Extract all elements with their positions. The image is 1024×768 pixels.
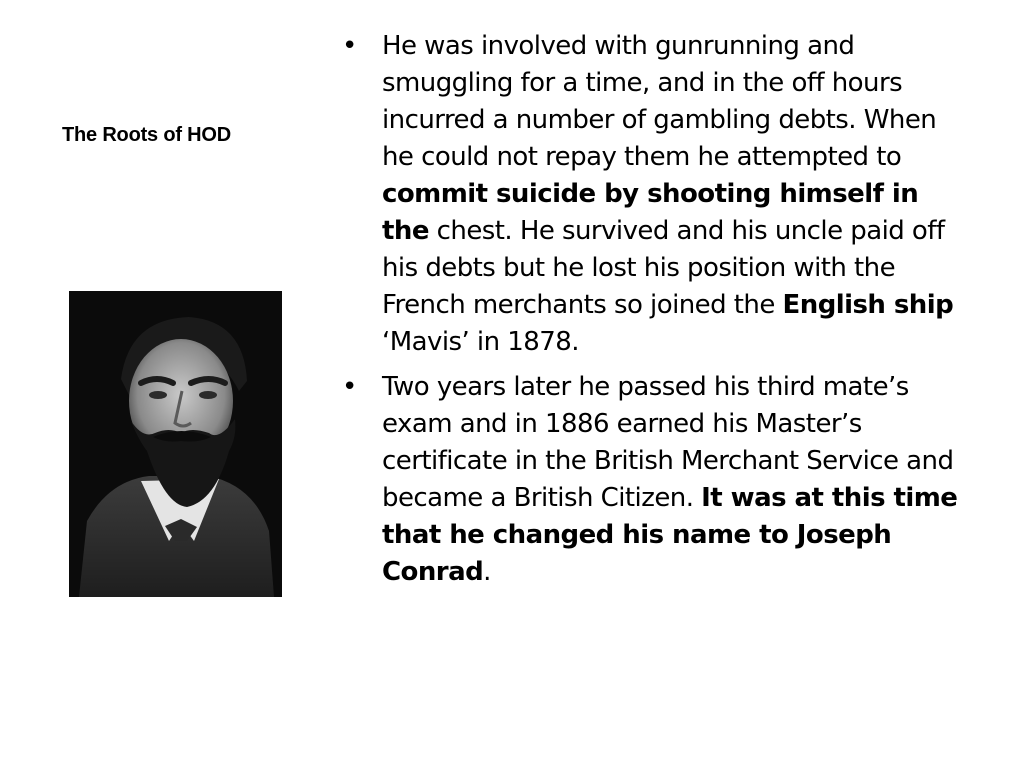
bullet-bold-text: It was at this time that he changed his name to Joseph Conrad — [382, 483, 958, 587]
bullet-bold-text: English ship — [782, 290, 954, 320]
bullet-text: ‘Mavis’ in 1878. — [382, 327, 579, 357]
bullet-text: Two years later he passed his third mate’s exam and in 1886 earned his Master’s certificate in the British Merchant Service and became a British Citizen. — [382, 372, 954, 513]
bullet-list — [340, 28, 970, 599]
bullet-marker: • — [342, 31, 357, 61]
bullet-bold-text: commit suicide by shooting himself in the — [382, 179, 919, 246]
bullet-text: . — [483, 557, 491, 587]
portrait-illustration — [69, 291, 282, 597]
slide-title: The Roots of HOD — [62, 124, 232, 146]
bullet-text: chest. He survived and his uncle paid off his debts but he lost his position with the French merchants so joined the — [382, 216, 945, 320]
bullet-text: He was involved with gunrunning and smuggling for a time, and in the off hours incurred a number of gambling debts. When he could not repay them he attempted to — [382, 31, 937, 172]
portrait-photo — [69, 291, 282, 597]
bullet-marker: • — [342, 372, 357, 402]
bullet-item — [340, 28, 970, 361]
bullet-item — [340, 369, 970, 591]
